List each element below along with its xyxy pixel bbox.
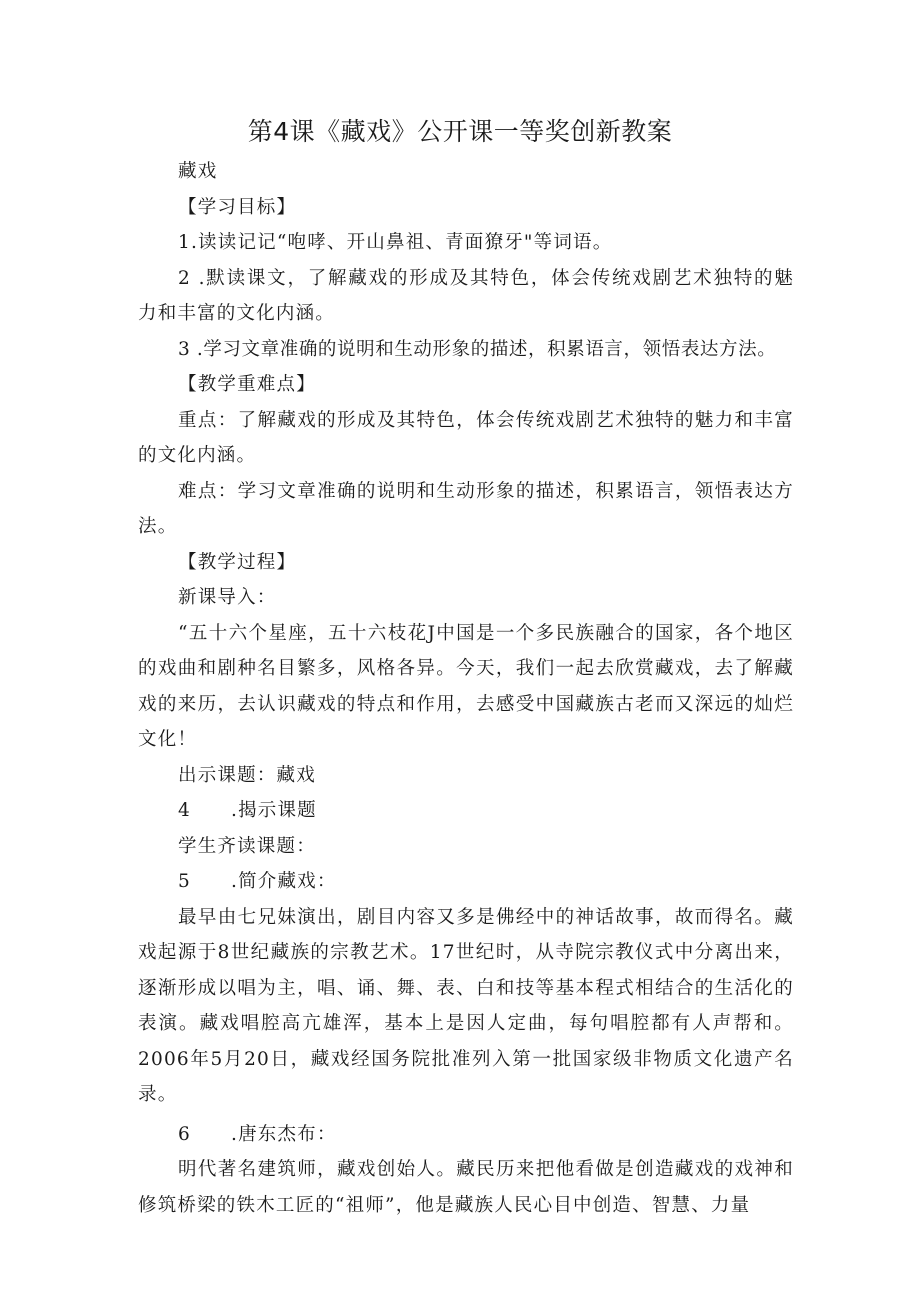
section-heading-zangxi: 藏戏 [178,161,218,182]
learning-goal-1: 1.读读记记“咆哮、开山鼻祖、青面獠牙"等词语。 [178,232,613,253]
step-number: 5 [178,871,191,892]
step-text: .唐东杰布： [230,1123,337,1145]
step-6 [138,1117,794,1153]
learning-goal-3: 3 .学习文章准确的说明和生动形象的描述，积累语言，领悟表达方法。 [178,338,777,360]
tangdong-jiebu-paragraph: 明代著名建筑师，藏戏创始人。藏民历来把他看做是创造藏戏的戏神和修筑桥梁的铁木工匠的“祖师”，他是藏族人民心目中创造、智慧、力量 [138,1159,794,1216]
document-body [138,154,794,1223]
difficult-point: 难点：学习文章准确的说明和生动形象的描述，积累语言，领悟表达方法。 [138,480,794,537]
students-read-topic: 学生齐读课题： [178,835,316,857]
step-number: 6 [178,1123,191,1145]
step-number: 4 [178,800,191,821]
section-heading-learning-goals: 【学习目标】 [178,196,297,218]
zangxi-introduction-paragraph: 最早由七兄妹演出，剧目内容又多是佛经中的神话故事，故而得名。藏戏起源于8世纪藏族的宗教艺术。17世纪时，从寺院宗教仪式中分离出来，逐渐形成以唱为主，唱、诵、舞、表、白和技等基本程式相结合的生活化的表演。藏戏唱腔高亢雄浑，基本上是因人定曲，每句唱腔都有人声帮和。2006年5月20日，藏戏经国务院批准列入第一批国家级非物质文化遗产名录。 [138,906,794,1105]
step-text: .揭示课题 [230,800,317,821]
show-topic: 出示课题：藏戏 [178,764,316,786]
new-lesson-intro-label: 新课导入： [178,587,277,608]
key-point: 重点：了解藏戏的形成及其特色，体会传统戏剧艺术独特的魅力和丰富的文化内涵。 [138,409,794,466]
step-4 [138,793,794,829]
intro-paragraph: “五十六个星座，五十六枝花J中国是一个多民族融合的国家，各个地区的戏曲和剧种名目繁多，风格各异。今天，我们一起去欣赏藏戏，去了解藏戏的来历，去认识藏戏的特点和作用，去感受中国藏族古老而又深远的灿烂文化！ [138,622,794,750]
learning-goal-2: 2 .默读课文，了解藏戏的形成及其特色，体会传统戏剧艺术独特的魅力和丰富的文化内涵。 [138,267,794,324]
step-5 [138,864,794,900]
section-heading-key-points: 【教学重难点】 [178,374,316,395]
section-heading-teaching-process: 【教学过程】 [178,551,297,573]
document-title: 第4课《藏戏》公开课一等奖创新教案 [247,117,673,146]
step-text: .简介藏戏： [230,871,337,892]
